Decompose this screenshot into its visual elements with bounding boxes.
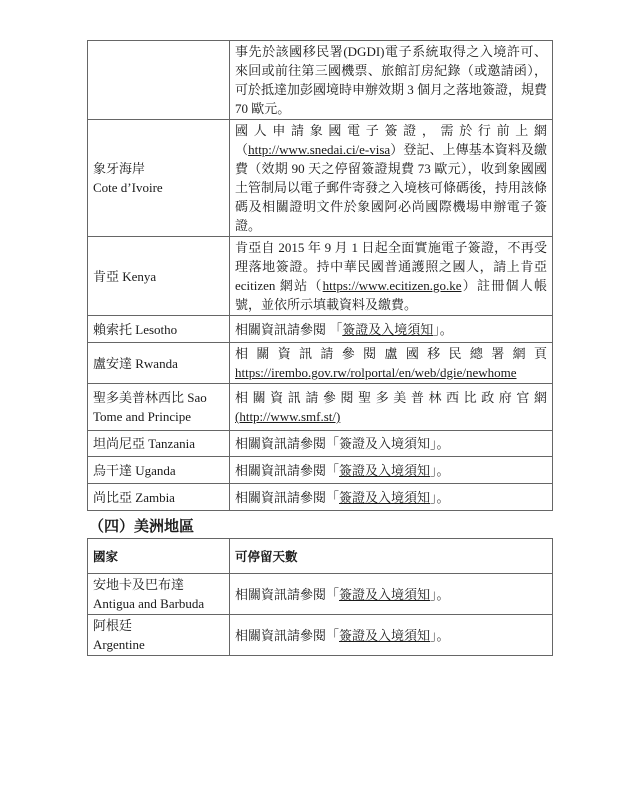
info-cell [230,384,553,431]
country-name: 盧安達 Rwanda [93,355,178,371]
info-text: ）註冊個人帳號，並依所示填載資料及繳費。 [235,278,547,312]
table-header-row [88,539,553,574]
info-text: 相關資訊請參閱 「 [235,321,343,337]
table-row [88,120,553,237]
country-name: 象牙海岸 [93,161,146,176]
info-text: 相關資訊請參閱「簽證及入境須知」。 [235,436,450,451]
country-name: Antigua and Barbuda [93,596,205,611]
info-cell [230,457,553,484]
info-cell [230,120,553,237]
table-row [88,384,553,431]
table-row [88,615,553,656]
info-cell [230,431,553,457]
visa-table-africa [87,40,553,511]
info-link[interactable]: 簽證及入境須知 [339,462,431,478]
info-link[interactable]: 簽證及入境須知 [339,586,431,602]
info-text: 」。 [430,462,450,478]
country-cell [88,41,230,120]
info-cell [230,237,553,316]
country-cell [88,120,230,237]
info-text: 相關資訊請參閱「 [235,462,340,478]
country-cell [88,237,230,316]
info-cell [230,343,553,384]
info-link[interactable]: http://www.snedai.ci/e-visa [248,142,391,157]
info-cell [230,484,553,511]
table-row [88,316,553,343]
info-cell [230,41,553,120]
info-text: 」。 [433,321,453,337]
country-cell [88,316,230,343]
section-title: （四）美洲地區 [89,517,195,535]
info-text: 」。 [430,489,450,505]
country-name: 賴索托 Lesotho [93,321,178,337]
info-link[interactable]: (http://www.smf.st/) [235,409,341,424]
header-stay-days: 可停留天數 [230,539,553,574]
country-name: 肯亞 Kenya [93,268,157,284]
table-row [88,574,553,615]
country-name: 尚比亞 Zambia [93,489,175,505]
info-link[interactable]: https://irembo.gov.rw/rolportal/en/web/dgie/newhome [235,365,517,380]
country-name: 阿根廷 [93,618,133,633]
table-row [88,484,553,511]
info-link[interactable]: 簽證及入境須知 [339,627,431,643]
country-name: 安地卡及巴布達 [93,577,185,592]
table-row [88,343,553,384]
info-cell [230,316,553,343]
header-country: 國家 [88,539,230,574]
info-text: 相關資訊請參閱「 [235,627,340,643]
country-cell [88,431,230,457]
info-link[interactable]: https://www.ecitizen.go.ke [322,278,462,293]
info-text: 」。 [430,627,450,643]
country-cell [88,484,230,511]
country-cell [88,457,230,484]
info-text: 國人申請象國電子簽證，需於行前上網（ [235,123,547,157]
country-cell [88,574,230,615]
country-name: Cote d’Ivoire [93,180,163,195]
country-cell [88,343,230,384]
info-cell [230,574,553,615]
country-name: 坦尚尼亞 Tanzania [93,436,195,451]
country-name: 烏干達 Uganda [93,462,176,478]
info-link[interactable]: 簽證及入境須知 [342,321,434,337]
info-text: 相關資訊請參閱聖多美普林西比政府官網 [235,390,547,405]
country-cell [88,615,230,656]
info-text: 相關資訊請參閱盧國移民總署網頁 [235,346,547,361]
visa-table-americas [87,538,553,656]
info-text: 」。 [430,586,450,602]
info-text: 相關資訊請參閱「 [235,489,340,505]
table-row [88,457,553,484]
info-text: 事先於該國移民署(DGDI)電子系統取得之入境許可、來回或前往第三國機票、旅館訂房紀錄（或邀請函），可於抵達加彭國境時申辦效期 3 個月之落地簽證，規費 70 歐元。 [235,44,548,116]
country-name: 聖多美普林西比 Sao Tome and Principe [93,390,207,424]
info-text: ）登記、上傳基本資料及繳費（效期 90 天之停留簽證規費 73 歐元），收到象國國土管制局以電子郵件寄發之入境核可條碼後，持用該條碼及相關證明文件於象國阿必尚國際機場申辦電子簽證。 [235,142,548,233]
info-text: 肯亞自 2015 年 9 月 1 日起全面實施電子簽證，不再受理落地簽證。持中華民國普通護照之國人，請上肯亞 ecitizen 網站（ [235,240,547,293]
country-cell [88,384,230,431]
country-name: Argentine [93,637,145,652]
info-link[interactable]: 簽證及入境須知 [339,489,431,505]
info-cell [230,615,553,656]
table-row [88,431,553,457]
table-row [88,41,553,120]
table-row [88,237,553,316]
info-text: 相關資訊請參閱「 [235,586,340,602]
